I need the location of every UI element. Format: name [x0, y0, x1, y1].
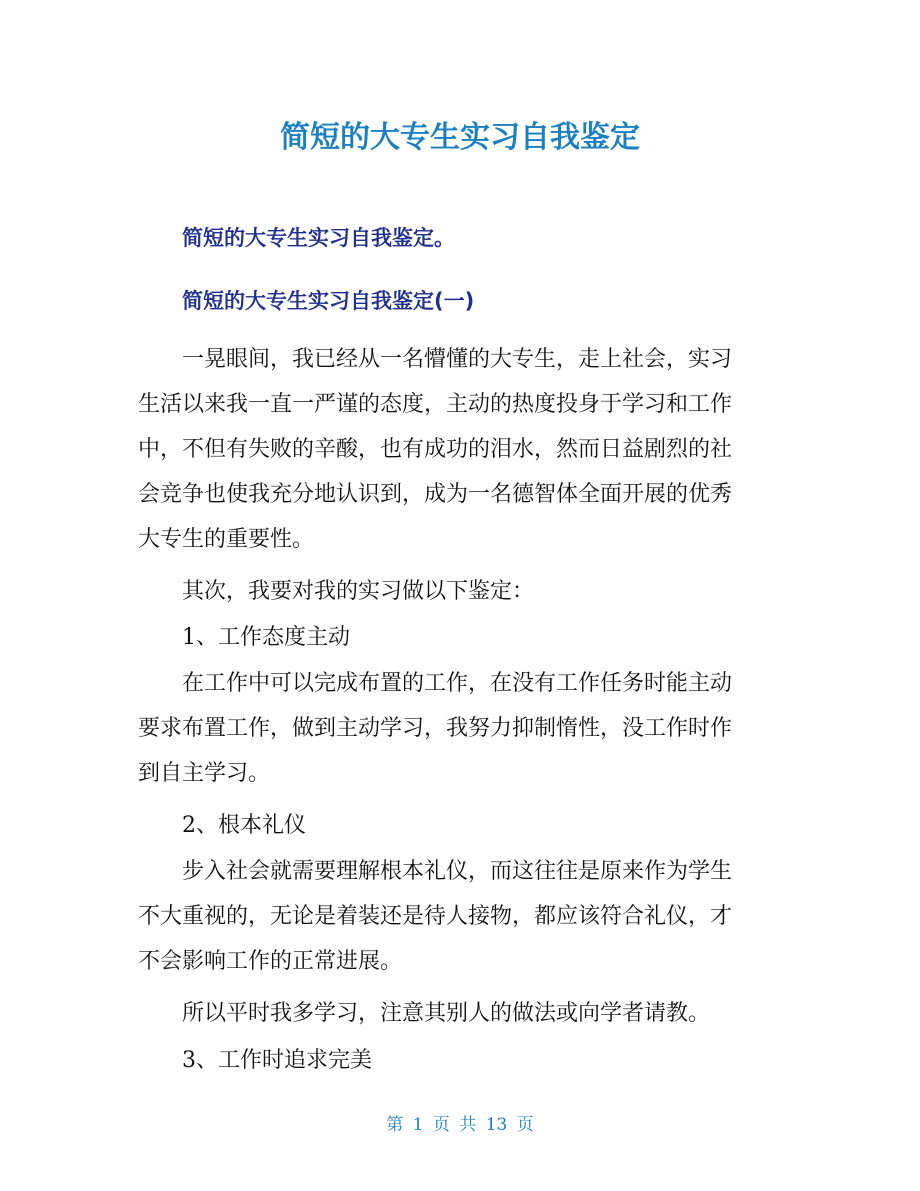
page-number-footer: 第 1 页 共 13 页 [386, 1115, 534, 1135]
paragraph-line: 不会影响工作的正常进展。 [138, 949, 403, 974]
paragraph-etiquette [138, 849, 788, 984]
paragraph-line: 中，不但有失败的辛酸，也有成功的泪水，然而日益剧烈的社 [138, 437, 733, 462]
paragraph-line: 到自主学习。 [138, 761, 271, 786]
paragraph-line: 大专生的重要性。 [138, 527, 315, 552]
paragraph-line: 步入社会就需要理解根本礼仪，而这往往是原来作为学生 [182, 859, 733, 884]
paragraph-attitude [138, 661, 788, 796]
paragraph-line: 要求布置工作，做到主动学习，我努力抑制惰性，没工作时作 [138, 716, 733, 741]
section-title-attitude: 1、工作态度主动 [182, 625, 350, 650]
paragraph-line: 一晃眼间，我已经从一名懵懂的大专生，走上社会，实习 [182, 347, 733, 372]
paragraph-learning: 所以平时我多学习，注意其别人的做法或向学者请教。 [182, 1001, 711, 1026]
heading-summary: 简短的大专生实习自我鉴定。 [182, 226, 455, 250]
paragraph-line: 生活以来我一直一严谨的态度，主动的热度投身于学习和工作 [138, 392, 733, 417]
section-title-etiquette: 2、根本礼仪 [182, 813, 306, 838]
paragraph-line: 会竞争也使我充分地认识到，成为一名德智体全面开展的优秀 [138, 482, 733, 507]
section-title-perfection: 3、工作时追求完美 [182, 1048, 372, 1073]
paragraph-intro [138, 337, 788, 562]
paragraph-line: 不大重视的，无论是着装还是待人接物，都应该符合礼仪，才 [138, 904, 733, 929]
paragraph-line: 在工作中可以完成布置的工作，在没有工作任务时能主动 [182, 671, 733, 696]
heading-part-one: 简短的大专生实习自我鉴定(一) [182, 289, 475, 313]
paragraph-appraisal-intro: 其次，我要对我的实习做以下鉴定： [182, 579, 535, 604]
document-title: 简短的大专生实习自我鉴定 [280, 120, 640, 155]
